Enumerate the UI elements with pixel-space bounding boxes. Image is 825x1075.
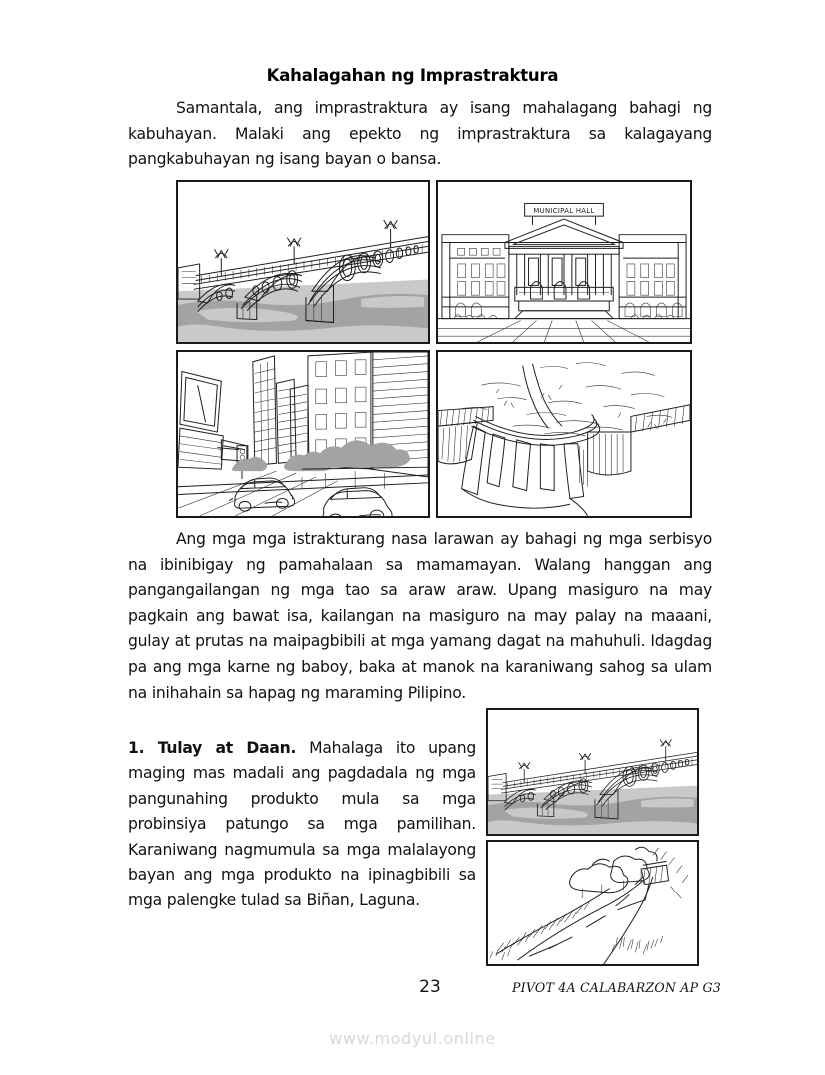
dam-illustration (438, 352, 690, 516)
road-illustration (488, 842, 697, 964)
paragraph-intro (128, 96, 712, 173)
paragraph-intro-text: Samantala, ang imprastraktura ay isang mahalagang bahagi ng kabuhayan. Malaki ang epekto ng imprastraktura sa kalagayang pangkabuhayan ng isang bayan o bansa. (128, 99, 712, 169)
section-1-heading: 1. Tulay at Daan. (128, 739, 297, 757)
footer-reference: PIVOT 4A CALABARZON AP G3 (512, 980, 721, 995)
figure-bridge-side (486, 708, 699, 836)
page-number: 23 (419, 977, 441, 997)
figure-bridge-top (176, 180, 430, 344)
section-1-text: Mahalaga ito upang maging mas madali ang pagdadala ng mga pangunahing produkto mula sa mga probinsiya patungo sa mga pamilihan. Karaniwang nagmumula sa mga malalayong bayan ang mga produkto na ipinagbibili sa mga palengke tulad sa Biñan, Laguna. (128, 739, 477, 910)
city-street-illustration (178, 352, 428, 516)
paragraph-section-1 (128, 736, 476, 914)
page-title: Kahalagahan ng Imprastraktura (266, 66, 559, 85)
watermark: www.modyul.online (329, 1029, 496, 1048)
bridge-side-illustration (488, 710, 697, 834)
bridge-illustration (178, 182, 428, 342)
figure-dam (436, 350, 692, 518)
paragraph-body-text: Ang mga mga istrakturang nasa larawan ay bahagi ng mga serbisyo na ibinibigay ng pamahalaan sa mamamayan. Walang hanggan ang pangangailangan ng mga tao sa araw araw. Upang masiguro na may pagkain ang bawat isa, kailangan na masiguro na may palay na maaani, gulay at prutas na maipagbibili at mga yamang dagat na mahuhuli. Idagdag pa ang mga karne ng baboy, baka at manok na karaniwang sahog sa ulam na inihahain sa hapag ng maraming Pilipino. (128, 530, 712, 702)
figure-city-street (176, 350, 430, 518)
municipal-hall-sign-label: MUNICIPAL HALL (533, 207, 595, 216)
figure-road (486, 840, 699, 966)
municipal-hall-illustration (438, 182, 690, 342)
paragraph-body (128, 527, 712, 706)
figure-municipal-hall (436, 180, 692, 344)
